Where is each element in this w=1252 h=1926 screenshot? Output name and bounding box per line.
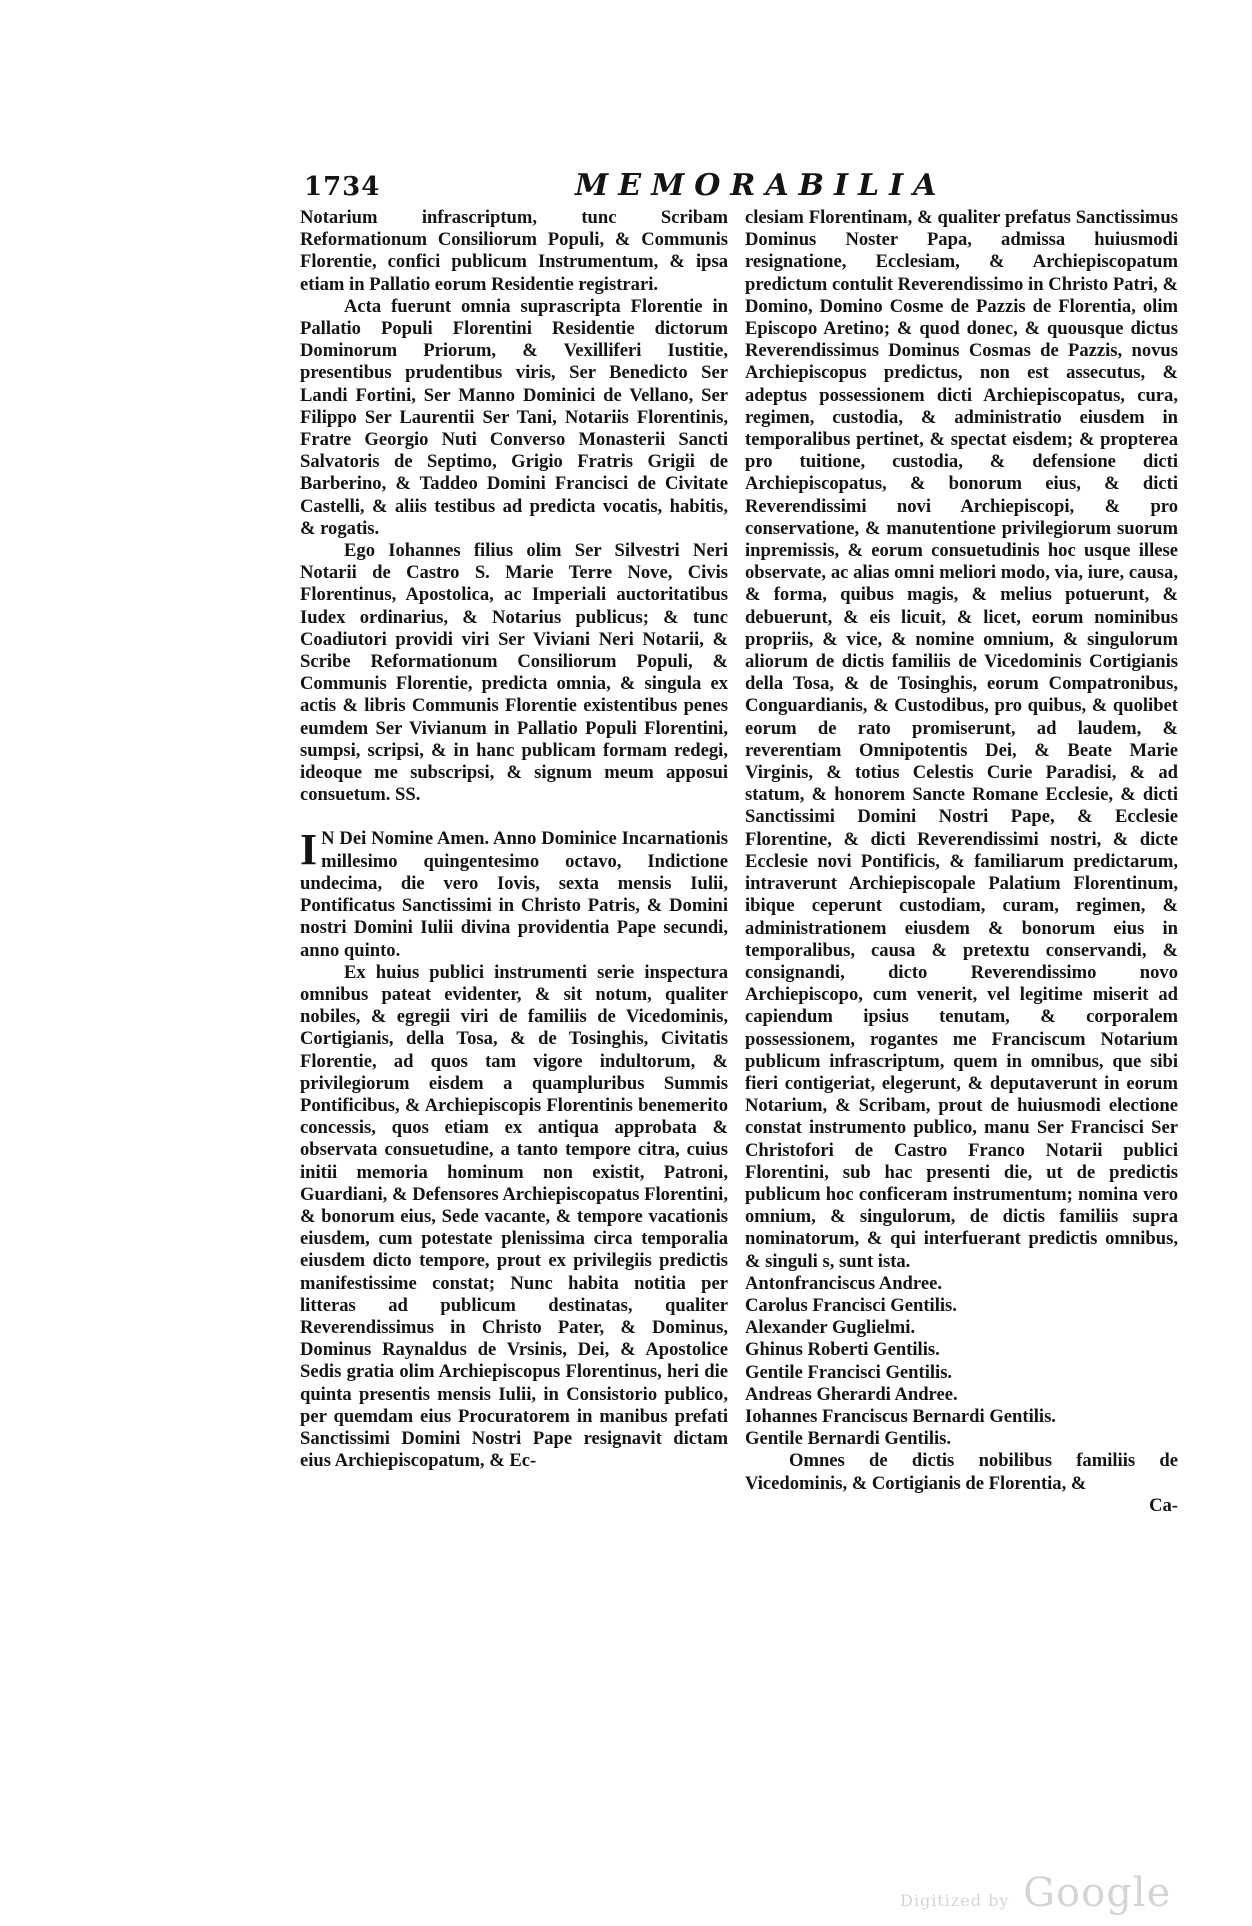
witness-name: Gentile Bernardi Gentilis. — [745, 1428, 952, 1450]
left-column — [300, 207, 728, 1472]
watermark-prefix: Digitized by — [900, 1891, 1010, 1910]
left-paragraph-4 — [300, 825, 728, 961]
watermark-brand: Google — [1023, 1870, 1172, 1916]
page-number: 1734 — [304, 172, 381, 202]
catchword: Ca- — [1149, 1494, 1178, 1516]
witness-name: Alexander Guglielmi. — [745, 1317, 916, 1339]
witness-name: Antonfranciscus Andree. — [745, 1272, 942, 1294]
left-paragraph-1: Notarium infrascriptum, tunc Scribam Reformationum Consiliorum Populi, & Communis Florentie, confici publicum Instrumentum, & ipsa etiam in Pallatio eorum Residentie registrari. — [300, 207, 728, 295]
witness-name: Gentile Francisci Gentilis. — [745, 1361, 953, 1383]
drop-cap: I — [300, 825, 318, 875]
left-paragraph-4-text: N Dei Nomine Amen. Anno Dominice Incarnationis millesimo quingentesimo octavo, Indictione undecima, die vero Iovis, sexta mensis Iulii, Pontificatus Sanctissimi in Christo Patris, & Domini nostri Domini Iulii divina providentia Pape secundi, anno quinto. — [300, 828, 728, 961]
right-column — [745, 207, 1178, 1517]
witness-name: Andreas Gherardi Andree. — [745, 1383, 958, 1405]
right-paragraph-last: Omnes de dictis nobilibus familiis de Vicedominis, & Cortigianis de Florentia, & — [745, 1450, 1178, 1494]
witness-name: Iohannes Franciscus Bernardi Gentilis. — [745, 1405, 1056, 1427]
witness-name: Ghinus Roberti Gentilis. — [745, 1339, 940, 1361]
witness-list — [745, 1273, 1178, 1451]
digitized-watermark — [900, 1870, 1171, 1916]
left-paragraph-3: Ego Iohannes filius olim Ser Silvestri Neri Notarii de Castro S. Marie Terre Nove, Civis Florentinus, Apostolica, ac Imperiali auctoritatibus Iudex ordinarius, & Notarius publicus; & tunc Coadiutori providi viri Ser Viviani Neri Notarii, & Scribe Reformationum Consiliorum Populi, & Communis Florentie, predicta omnia, & singula ex actis & libris Communis Florentie existentibus penes eumdem Ser Vivianum in Pallatio Populi Florentini, sumpsi, scripsi, & in hanc publicam formam redegi, ideoque me subscripsi, & signum meum apposui consuetum. SS. — [300, 540, 728, 806]
left-paragraph-5: Ex huius publici instrumenti serie inspectura omnibus pateat evidenter, & sit notum, qualiter nobiles, & egregii viri de familiis de Vicedominis, Cortigianis, della Tosa, & de Tosinghis, Civitatis Florentie, ad quos tam vigore indultorum, & privilegiorum eisdem a quampluribus Summis Pontificibus, & Archiepiscopis Florentinis benemerito concessis, quos etiam ex antiqua approbata & observata consuetudine, a tanto tempore citra, cuius initii memoria hominum non existit, Patroni, Guardiani, & Defensores Archiepiscopatus Florentini, & bonorum eius, Sede vacante, & tempore vacationis eiusdem, cum potestate plenissima circa temporalia eiusdem dicto tempore, prout ex privilegiis predictis manifestissime constat; Nunc habita notitia per litteras ad publicum destinatas, qualiter Reverendissimus in Christo Pater, & Dominus, Dominus Raynaldus de Vrsinis, Dei, & Apostolice Sedis gratia olim Archiepiscopus Florentinus, heri die quinta presentis mensis Iulii, in Consistorio publico, per quemdam eius Procuratorem in manibus prefati Sanctissimi Domini Nostri Pape resignavit dictam eius Archiepiscopatum, & Ec- — [300, 961, 728, 1472]
left-paragraph-2: Acta fuerunt omnia suprascripta Florentie in Pallatio Populi Florentini Residentie dictorum Dominorum Priorum, & Vexilliferi Iustitie, presentibus prudentibus viris, Ser Benedicto Ser Landi Fortini, Ser Manno Dominici de Vellano, Ser Filippo Ser Laurentii Ser Tani, Notariis Florentinis, Fratre Georgio Nuti Converso Monasterii Sancti Salvatoris de Septimo, Grigio Fratris Grigii de Barberino, & Taddeo Domini Francisci de Civitate Castelli, & aliis testibus ad predicta vocatis, habitis, & rogatis. — [300, 295, 728, 539]
witness-name: Carolus Francisci Gentilis. — [745, 1294, 957, 1316]
right-paragraph-1: clesiam Florentinam, & qualiter prefatus Sanctissimus Dominus Noster Papa, admissa huiusmodi resignatione, Ecclesiam, & Archiepiscopatum predictum contulit Reverendissimo in Christo Patri, & Domino, Domino Cosme de Pazzis de Florentia, olim Episcopo Aretino; & quod donec, & quousque dictus Reverendissimus Dominus Cosmas de Pazzis, novus Archiepiscopus predictus, non est assecutus, & adeptus possessionem dicti Archiepiscopatus, cura, regimen, custodia, & administratio eiusdem in temporalibus pertinet, & spectat eisdem; & propterea pro tuitione, custodia, & defensione dicti Archiepiscopatus, & bonorum eius, & dicti Reverendissimi novi Archiepiscopi, & pro conservatione, & manutentione privilegiorum suorum inpremissis, & eorum consuetudinis hoc usque illese observate, ac alias omni meliori modo, via, iure, causa, & forma, quibus magis, & melius potuerunt, & debuerunt, & eis licuit, & licet, eorum nominibus propriis, & vice, & nomine omnium, & singulorum aliorum de dictis familiis de Vicedominis Cortigianis della Tosa, & de Tosinghis, eorum Compatronibus, Conguardianis, & Custodibus, pro quibus, & quolibet eorum de rato promiserunt, ad laudem, & reverentiam Omnipotentis Dei, & Beate Marie Virginis, & totius Celestis Curie Paradisi, & ad statum, & honorem Sancte Romane Ecclesie, & dicti Sanctissimi Domini Nostri Pape, & Ecclesie Florentine, & dicti Reverendissimi nostri, & dicte Ecclesie novi Pontificis, & familiarum predictarum, intraverunt Archiepiscopale Palatium Florentinum, ibique ceperunt custodiam, curam, regimen, & administrationem eiusdem & bonorum eius in temporalibus, causa & pretextu conservandi, & consignandi, dicto Reverendissimo novo Archiepiscopo, cum venerit, vel legitime miserit ad capiendum ipsius tenutam, & corporalem possessionem, rogantes me Franciscum Notarium publicum infrascriptum, quem in omnibus, que sibi fieri contigeriat, elegerunt, & deputaverunt in eorum Notarium, & Scribam, prout de huiusmodi electione constat instrumento publico, manu Ser Francisci Ser Christofori de Castro Franco Notarii publici Florentini, sub hac presenti die, ut de predictis publicum hoc conficeram instrumentum; nomina vero omnium, & singulorum, de dictis familiis supra nominatorum, & qui interfuerant predictis omnibus, & singuli s, sunt ista. — [745, 207, 1178, 1272]
running-title: MEMORABILIA — [575, 168, 947, 203]
